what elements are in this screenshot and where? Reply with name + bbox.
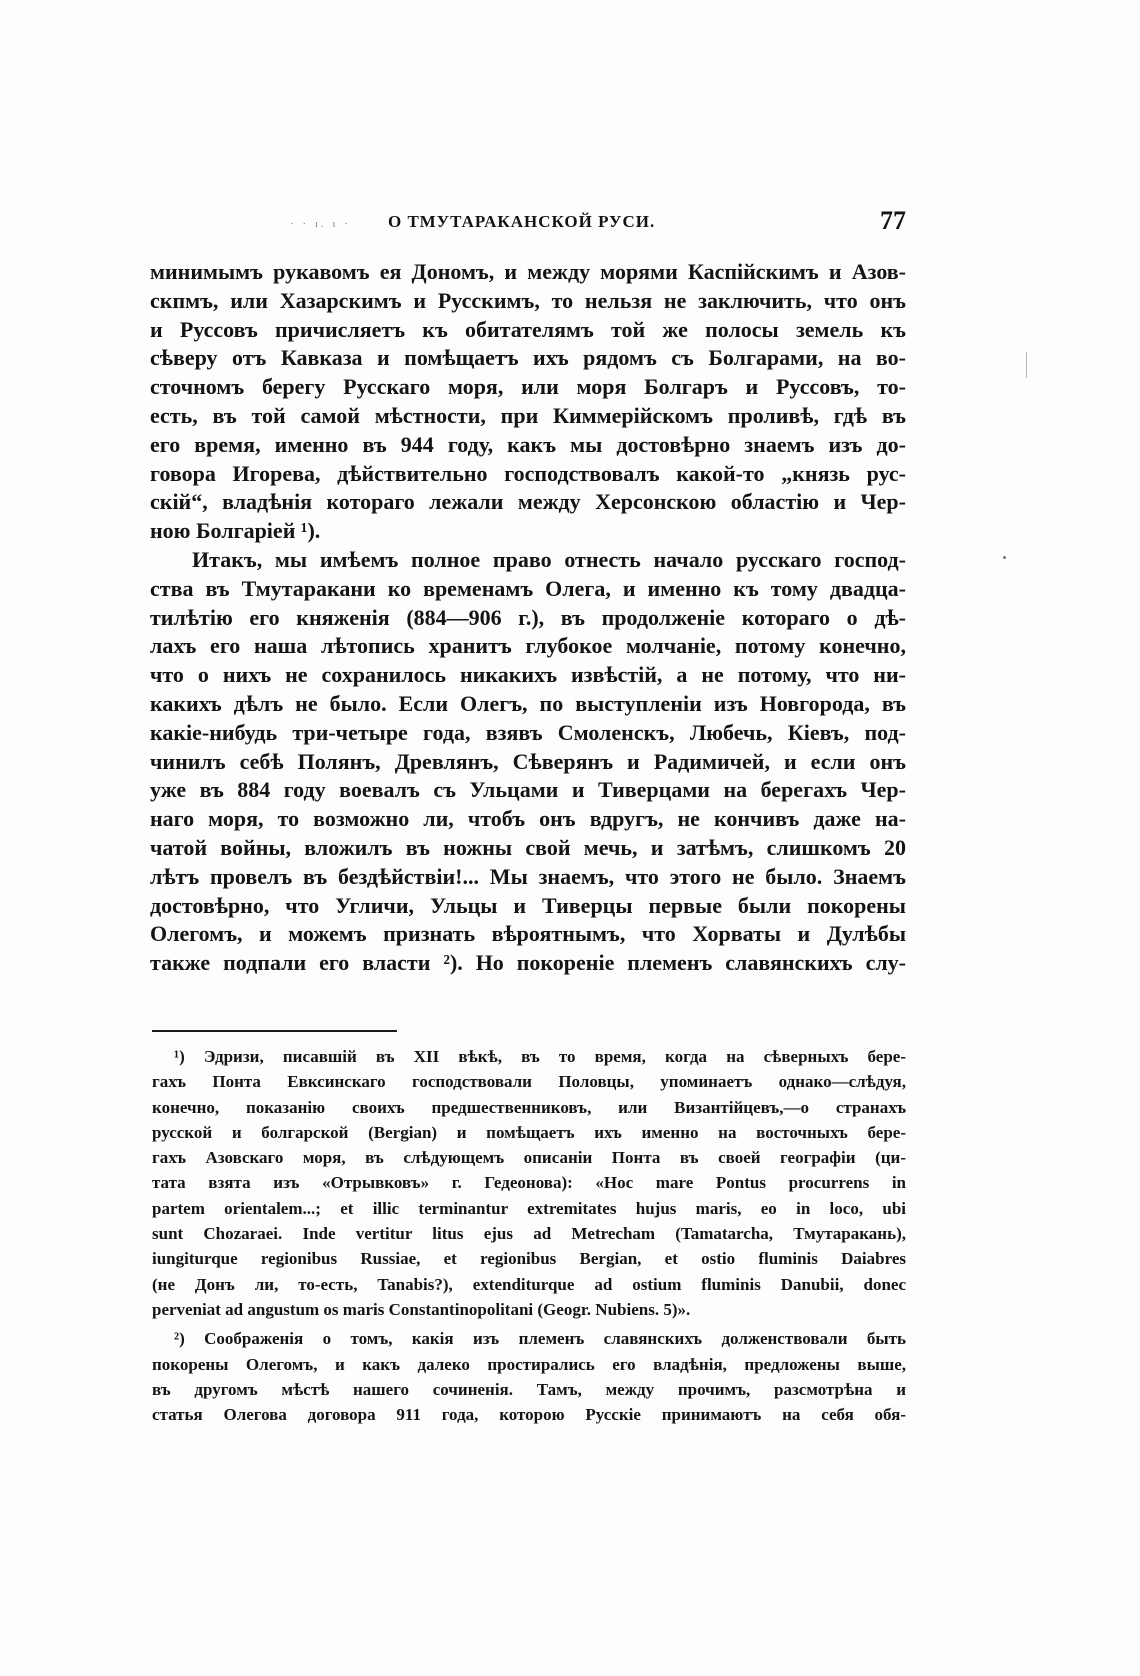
text-line: сѣверу отъ Кавказа и помѣщаетъ ихъ рядомъ съ Болгарами, на во- [150, 345, 906, 371]
text-line: также подпали его власти ²). Но покореніе племенъ славянскихъ слу- [150, 950, 906, 976]
footnote-line: ²) Соображенія о томъ, какія изъ племенъ славянскихъ долженствовали быть [174, 1329, 906, 1349]
text-line: есть, въ той самой мѣстности, при Киммерійскомъ проливѣ, гдѣ въ [150, 402, 906, 428]
text-line: тилѣтію его княженія (884—906 г.), въ продолженіе котораго о дѣ- [150, 604, 906, 630]
footnote-line: sunt Chozaraei. Inde vertitur litus ejus ad Metrecham (Tamatarcha, Тмутаракань), [152, 1224, 906, 1244]
footnote-rule [152, 1030, 397, 1032]
text-line: скпмъ, или Хазарскимъ и Русскимъ, то нельзя не заключить, что онъ [150, 287, 906, 313]
header-mark: · · ı. ı · [290, 218, 351, 230]
text-line: ства въ Тмутаракани ко временамъ Олега, и именно къ тому двадца- [150, 575, 906, 601]
text-line: Итакъ, мы имѣемъ полное право отнесть начало русскаго господ- [192, 546, 906, 572]
footnote-line: partem orientalem...; et illic terminantur extremitates hujus maris, eo in loco, ubi [152, 1198, 906, 1218]
text-line: лахъ его наша лѣтопись хранитъ глубокое молчаніе, потому конечно, [150, 633, 906, 659]
footnote-line: конечно, показанію своихъ предшественниковъ, или Византійцевъ,—о странахъ [152, 1097, 906, 1117]
text-line: скій“, владѣнія котораго лежали между Херсонскою областію и Чер- [150, 489, 906, 515]
footnote-line: гахъ Понта Евксинскаго господствовали Половцы, упоминаетъ однако—слѣдуя, [152, 1072, 906, 1092]
footnote-line: perveniat ad angustum os maris Constantinopolitani (Geogr. Nubiens. 5)». [152, 1299, 691, 1319]
footnote-line: (не Донъ ли, то-есть, Tanabis?), extenditurque ad ostium fluminis Danubii, donec [152, 1274, 906, 1294]
footnote-line: ¹) Эдризи, писавшій въ XII вѣкѣ, въ то время, когда на сѣверныхъ бере- [174, 1047, 906, 1066]
running-header [150, 206, 906, 242]
main-text [150, 258, 906, 978]
text-line: и Руссовъ причисляетъ къ обитателямъ той же полосы земель къ [150, 316, 906, 342]
footnote-2 [152, 1326, 906, 1427]
text-line: наго моря, то возможно ли, чтобъ онъ вдругъ, не кончивъ даже на- [150, 806, 906, 832]
text-line: какихъ дѣлъ не было. Если Олегъ, по выступленіи изъ Новгорода, въ [150, 690, 906, 716]
text-line: чатой войны, вложилъ въ ножны свой мечь, и затѣмъ, слишкомъ 20 [150, 834, 906, 860]
footnote-line: въ другомъ мѣстѣ нашего сочиненія. Тамъ, между прочимъ, разсмотрѣна и [152, 1379, 906, 1399]
text-line: говора Игорева, дѣйствительно господствовалъ какой-то „князь рус- [150, 460, 906, 486]
footnote-line: гахъ Азовскаго моря, въ слѣдующемъ описаніи Понта въ своей географіи (ци- [152, 1148, 906, 1168]
text-line: лѣтъ провелъ въ бездѣйствіи!... Мы знаемъ, что этого не было. Знаемъ [150, 863, 906, 889]
text-line: достовѣрно, что Угличи, Ульцы и Тиверцы первые были покорены [150, 892, 906, 918]
text-line: уже въ 884 году воевалъ съ Ульцами и Тиверцами на берегахъ Чер- [150, 777, 906, 803]
page-number: 77 [880, 206, 906, 235]
footnote-line: русской и болгарской (Bergian) и помѣщаетъ ихъ именно на восточныхъ бере- [152, 1122, 906, 1142]
footnote-line: покорены Олегомъ, и какъ далеко простирались его владѣнія, предложены выше, [152, 1354, 906, 1374]
text-line: чинилъ себѣ Полянъ, Древлянъ, Сѣверянъ и Радимичей, и если онъ [150, 748, 906, 774]
footnote-1 [152, 1044, 906, 1322]
text-line: что о нихъ не сохранилось никакихъ извѣстій, а не потому, что ни- [150, 662, 906, 688]
text-line: какіе-нибудь три-четыре года, взявъ Смоленскъ, Любечь, Кіевъ, под- [150, 719, 906, 745]
scan-margin-mark [1026, 352, 1027, 378]
header-title: О ТМУТАРАКАНСКОЙ РУСИ. [388, 212, 656, 231]
text-line: минимымъ рукавомъ ея Дономъ, и между морями Каспійскимъ и Азов- [150, 259, 906, 284]
scan-speck [1003, 556, 1006, 559]
text-line: его время, именно въ 944 году, какъ мы достовѣрно знаемъ изъ до- [150, 431, 906, 457]
text-line: сточномъ берегу Русскаго моря, или моря Болгаръ и Руссовъ, то- [150, 374, 906, 400]
footnotes [152, 1044, 906, 1427]
footnote-line: статья Олегова договора 911 года, которою Русскіе принимаютъ на себя обя- [152, 1405, 906, 1425]
text-line: ною Болгаріей ¹). [150, 518, 321, 544]
footnote-line: iungiturque regionibus Russiae, et regionibus Bergian, et ostio fluminis Daiabres [152, 1249, 906, 1269]
footnote-line: тата взята изъ «Отрывковъ» г. Гедеонова): «Hoc mare Pontus procurrens in [152, 1173, 906, 1193]
text-line: Олегомъ, и можемъ признать вѣроятнымъ, что Хорваты и Дулѣбы [150, 921, 906, 947]
